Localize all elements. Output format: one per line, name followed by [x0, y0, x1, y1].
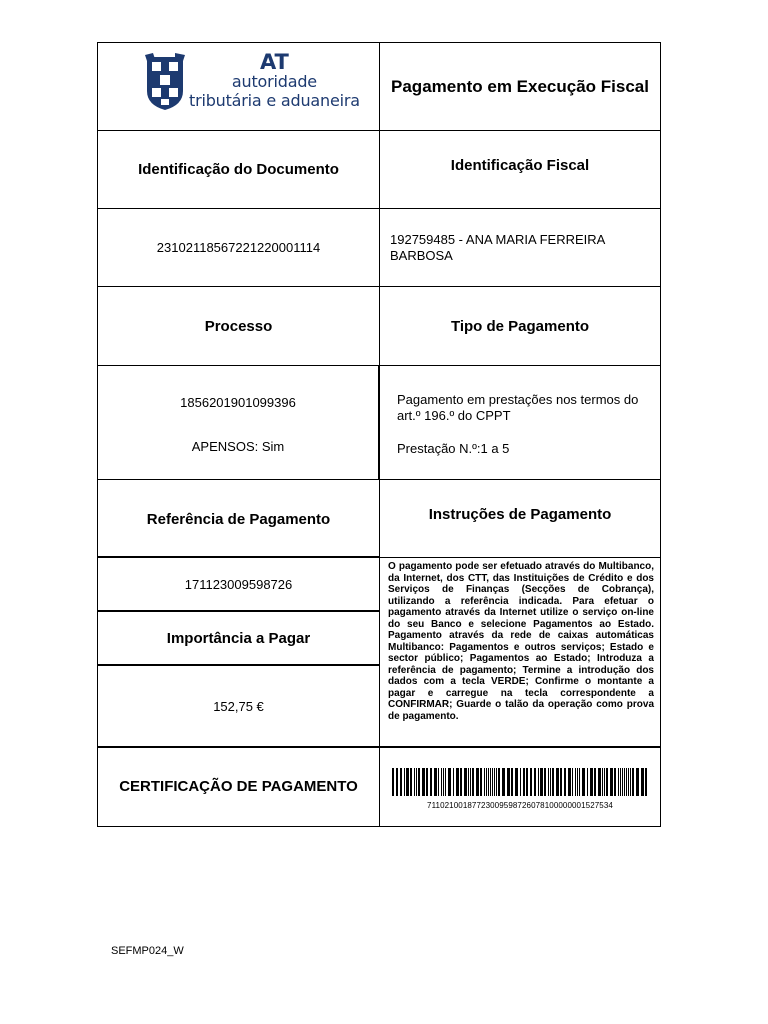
- payment-type-label: Tipo de Pagamento: [380, 287, 660, 366]
- payment-type-description: Pagamento em prestações nos termos do art.º 196.º do CPPT: [397, 392, 639, 423]
- reference-label: Referência de Pagamento: [98, 480, 380, 558]
- process-label: Processo: [98, 287, 380, 366]
- payment-document: [97, 42, 661, 827]
- amount-label: Importância a Pagar: [98, 612, 380, 666]
- instructions-paragraph: O pagamento pode ser efetuado através do Multibanco, da Internet, dos CTT, das Instituições de Crédito e dos Serviços de Finanças (Secções de Cobrança), utilizando a referência indicada. Para efetuar o pagamento através da Internet utilize o serviço on-line do seu Banco e selecione Pagamentos ao Estado. Pagamento através da rede de caixas automáticas Multibanco: Pagamentos e outros serviços; Estado e sector público; Pagamentos ao Estado; Introduza a referência de pagamento; Termine a introdução dos dados com a tecla VERDE; Confirme o montante a pagar e carregue na tecla correspondente a CONFIRMAR; Guarde o talão da operação como prova de pagamento.: [388, 561, 654, 722]
- document-title: Pagamento em Execução Fiscal: [380, 43, 660, 131]
- logo-cell: [98, 43, 380, 131]
- instructions-label: Instruções de Pagamento: [380, 480, 660, 558]
- payment-type-values: [380, 366, 660, 480]
- barcode-number: 71102100187723009598726078100000001527534: [427, 801, 613, 810]
- fiscal-id-label: Identificação Fiscal: [380, 131, 660, 209]
- barcode: [390, 768, 650, 810]
- instructions-text: [380, 558, 660, 748]
- barcode-cell: [380, 748, 660, 826]
- logo-line-at: AT: [259, 50, 289, 74]
- fiscal-id-value: 192759485 - ANA MARIA FERREIRA BARBOSA: [380, 209, 660, 287]
- at-logo: [145, 51, 371, 115]
- process-values: [98, 366, 380, 480]
- certification-label: CERTIFICAÇÃO DE PAGAMENTO: [98, 748, 380, 826]
- doc-id-value: 23102118567221220001114: [98, 209, 380, 287]
- installment-value: Prestação N.º:1 a 5: [397, 441, 510, 456]
- logo-line-autoridade: autoridade: [231, 72, 317, 91]
- portugal-shield-icon: [145, 53, 185, 111]
- apensos-value: APENSOS: Sim: [191, 439, 285, 454]
- reference-value: 171123009598726: [98, 558, 380, 612]
- process-number: 1856201901099396: [180, 395, 296, 410]
- form-code: SEFMP024_W: [111, 945, 184, 957]
- logo-text: [189, 50, 360, 110]
- logo-line-tributaria: tributária e aduaneira: [189, 91, 360, 110]
- barcode-bars: [390, 768, 650, 796]
- doc-id-label: Identificação do Documento: [98, 131, 380, 209]
- amount-value: 152,75 €: [98, 666, 380, 748]
